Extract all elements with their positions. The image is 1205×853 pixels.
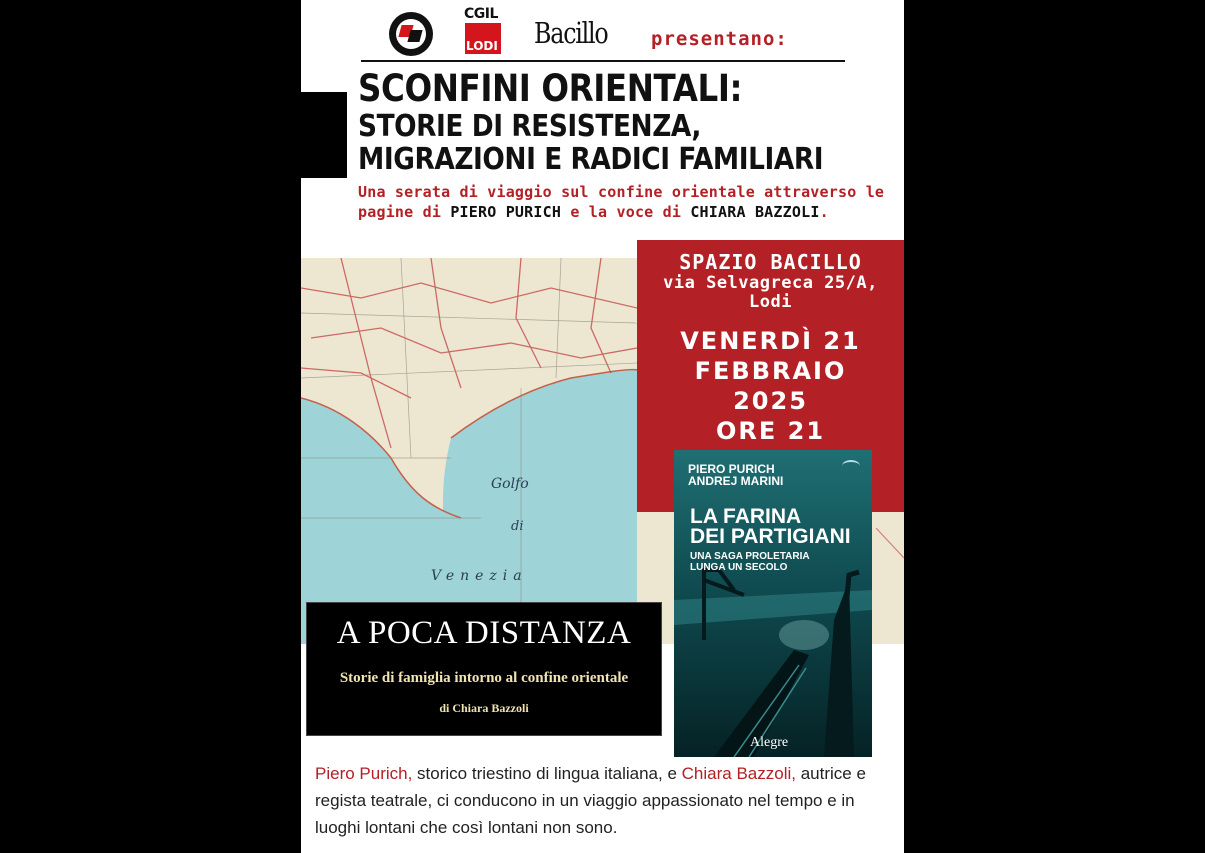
title-line-3: MIGRAZIONI E RADICI FAMILIARI <box>358 142 824 177</box>
book2-title-1: LA FARINA <box>690 505 802 528</box>
cgil-logo <box>464 6 504 56</box>
event-time: ORE 21 <box>715 417 826 445</box>
map-label-venezia: Venezia <box>431 568 528 584</box>
book-cover-a-poca-distanza <box>306 602 662 736</box>
subtitle-part-3: . <box>819 203 829 221</box>
event-title <box>358 68 898 176</box>
book2-title-2: DEI PARTIGIANI <box>690 525 851 548</box>
event-description <box>315 760 900 841</box>
subtitle-name-1: PIERO PURICH <box>450 203 562 221</box>
bacillo-logo: Bacillo <box>534 16 608 50</box>
book2-author-1: PIERO PURICH <box>688 462 775 476</box>
book2-cover-photo <box>674 450 872 757</box>
book1-author: di Chiara Bazzoli <box>439 701 529 715</box>
event-subtitle <box>358 182 898 222</box>
publisher-logo-icon <box>842 460 860 472</box>
date-line-2: FEBBRAIO <box>694 357 847 385</box>
desc-name-2: Chiara Bazzoli, <box>681 764 796 783</box>
book2-author-2: ANDREJ MARINI <box>688 474 784 488</box>
black-accent-block <box>301 92 347 178</box>
desc-name-1: Piero Purich, <box>315 764 413 783</box>
subtitle-part-1: Una serata di viaggio sul confine orientale attraverso le pagine di <box>358 183 885 221</box>
title-line-1: SCONFINI ORIENTALI: <box>358 67 743 110</box>
book2-subtitle-2: LUNGA UN SECOLO <box>690 562 788 573</box>
desc-text-2: autrice e regista teatrale, ci conducono in un viaggio appassionato nel tempo e in luoghi lontani che così lontani non sono. <box>315 764 866 837</box>
event-poster <box>301 0 904 853</box>
book1-title: A POCA DISTANZA <box>336 615 632 651</box>
desc-text-1: storico triestino di lingua italiana, e <box>412 764 682 783</box>
venue-address-line-2: Lodi <box>749 292 792 312</box>
map-label-gulf: Golfo <box>491 476 529 492</box>
venue-name: SPAZIO BACILLO <box>679 250 862 274</box>
venue-address-line-1: via Selvagreca 25/A, <box>663 273 878 293</box>
presentano-label: presentano: <box>651 28 788 50</box>
book2-subtitle-1: UNA SAGA PROLETARIA <box>690 551 810 562</box>
date-line-3: 2025 <box>733 387 808 415</box>
cgil-logo-text: CGIL <box>464 6 498 22</box>
book2-publisher: Alegre <box>750 735 789 750</box>
map-label-di: di <box>511 519 524 534</box>
antifa-logo-icon <box>389 12 433 56</box>
date-line-1: VENERDÌ 21 <box>680 327 861 355</box>
cgil-logo-sub: LODI <box>466 39 498 53</box>
book1-subtitle: Storie di famiglia intorno al confine orientale <box>339 670 629 686</box>
subtitle-part-2: e la voce di <box>561 203 691 221</box>
subtitle-name-2: CHIARA BAZZOLI <box>690 203 820 221</box>
logo-bar <box>361 6 845 62</box>
event-date <box>637 326 904 446</box>
book-cover-la-farina-dei-partigiani <box>674 450 872 757</box>
title-line-2: STORIE DI RESISTENZA, <box>358 109 701 144</box>
